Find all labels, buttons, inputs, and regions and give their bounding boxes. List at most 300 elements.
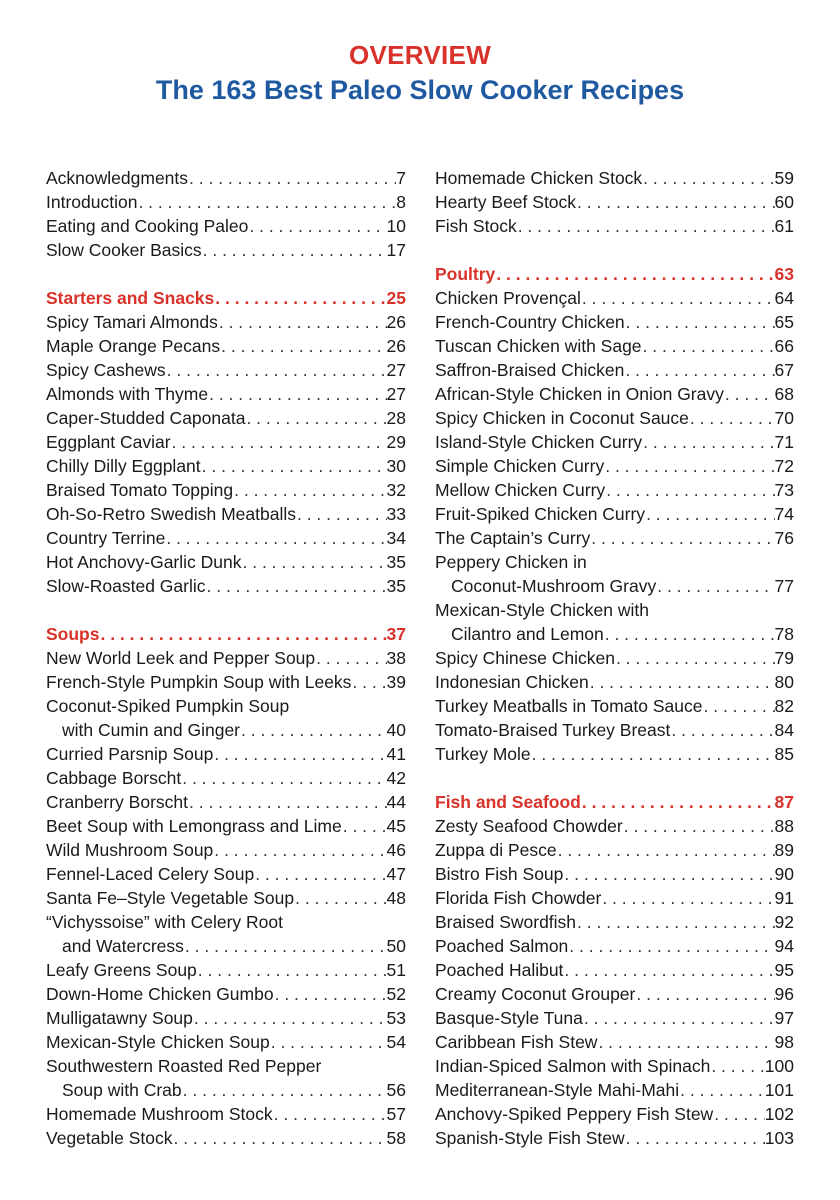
toc-entry (435, 1006, 794, 1030)
dot-leader (604, 622, 775, 646)
dot-leader (605, 478, 774, 502)
toc-entry (435, 982, 794, 1006)
dot-leader (182, 1078, 387, 1102)
entry-page-number: 61 (774, 216, 794, 236)
toc-entry (46, 382, 406, 406)
entry-title: Eating and Cooking Paleo (46, 216, 249, 236)
toc-entry (435, 814, 794, 838)
dot-leader (531, 742, 775, 766)
entry-page-number: 29 (386, 432, 406, 452)
dot-leader (689, 406, 775, 430)
dot-leader (188, 790, 387, 814)
entry-title: Hearty Beef Stock (435, 192, 577, 212)
toc-entry (435, 454, 794, 478)
entry-title: Saffron-Braised Chicken (435, 360, 625, 380)
entry-page-number: 30 (386, 456, 406, 476)
toc-entry (46, 526, 406, 550)
dot-leader (563, 862, 774, 886)
toc-entry (46, 886, 406, 910)
entry-page-number: 26 (386, 336, 406, 356)
entry-title: Soups (46, 624, 100, 644)
section-heading (46, 622, 406, 646)
entry-page-number: 94 (774, 936, 794, 956)
entry-title: Zuppa di Pesce (435, 840, 557, 860)
dot-leader (581, 286, 775, 310)
toc-entry (435, 622, 794, 646)
entry-title: Fennel-Laced Celery Soup (46, 864, 255, 884)
dot-leader (724, 382, 775, 406)
toc-entry (46, 982, 406, 1006)
entry-title: Chicken Provençal (435, 288, 581, 308)
entry-title: Creamy Coconut Grouper (435, 984, 636, 1004)
entry-page-number: 68 (774, 384, 794, 404)
entry-title: Mexican-Style Chicken Soup (46, 1032, 270, 1052)
entry-title: Florida Fish Chowder (435, 888, 602, 908)
toc-entry (46, 454, 406, 478)
dot-leader (240, 718, 387, 742)
entry-page-number: 89 (774, 840, 794, 860)
toc-entry (46, 766, 406, 790)
toc-entry (46, 358, 406, 382)
entry-title: Spicy Chinese Chicken (435, 648, 615, 668)
left-column (46, 166, 406, 1150)
toc-entry (435, 430, 794, 454)
entry-title: Mellow Chicken Curry (435, 480, 606, 500)
toc-entry (46, 670, 406, 694)
dot-leader (171, 430, 387, 454)
entry-title: Simple Chicken Curry (435, 456, 605, 476)
dot-leader (557, 838, 775, 862)
entry-page-number: 17 (386, 240, 406, 260)
right-column (435, 166, 794, 1150)
entry-title: French-Style Pumpkin Soup with Leeks (46, 672, 352, 692)
toc-entry (435, 1102, 794, 1126)
entry-page-number: 77 (774, 576, 794, 596)
entry-title-first-line: Mexican-Style Chicken with (435, 600, 649, 620)
entry-title: Soup with Crab (62, 1080, 182, 1100)
entry-title: Almonds with Thyme (46, 384, 209, 404)
overview-heading: OVERVIEW (348, 40, 492, 70)
entry-title: Vegetable Stock (46, 1128, 173, 1148)
dot-leader (197, 958, 387, 982)
entry-page-number: 52 (386, 984, 406, 1004)
entry-page-number: 8 (396, 192, 406, 212)
dot-leader (495, 262, 774, 286)
entry-title: Cabbage Borscht (46, 768, 182, 788)
entry-page-number: 87 (774, 792, 794, 812)
toc-entry (435, 382, 794, 406)
entry-page-number: 34 (386, 528, 406, 548)
entry-title: Turkey Meatballs in Tomato Sauce (435, 696, 703, 716)
entry-page-number: 26 (386, 312, 406, 332)
toc-entry (435, 742, 794, 766)
dot-leader (233, 478, 386, 502)
entry-page-number: 51 (386, 960, 406, 980)
toc-entry (435, 1126, 794, 1150)
toc-entry (46, 646, 406, 670)
dot-leader (351, 670, 386, 694)
toc-entry (435, 286, 794, 310)
dot-leader (623, 814, 775, 838)
toc-entry (46, 934, 406, 958)
entry-page-number: 66 (774, 336, 794, 356)
dot-leader (184, 934, 387, 958)
entry-title: Zesty Seafood Chowder (435, 816, 623, 836)
dot-leader (625, 1126, 765, 1150)
book-title: The 163 Best Paleo Slow Cooker Recipes (155, 75, 685, 105)
toc-entry (46, 814, 406, 838)
entry-page-number: 32 (386, 480, 406, 500)
entry-page-number: 35 (386, 552, 406, 572)
dot-leader (710, 1054, 764, 1078)
toc-entry (46, 838, 406, 862)
dot-leader (242, 550, 387, 574)
entry-title: Slow Cooker Basics (46, 240, 202, 260)
entry-title: Poached Halibut (435, 960, 564, 980)
entry-title: Turkey Mole (435, 744, 531, 764)
dot-leader (568, 934, 774, 958)
toc-entry (46, 406, 406, 430)
toc-entry (46, 742, 406, 766)
entry-title-first-line: Coconut-Spiked Pumpkin Soup (46, 696, 290, 716)
entry-page-number: 37 (386, 624, 406, 644)
toc-entry (46, 430, 406, 454)
entry-page-number: 27 (386, 360, 406, 380)
dot-leader (645, 502, 774, 526)
dot-leader (273, 1102, 387, 1126)
toc-entry (435, 190, 794, 214)
entry-page-number: 53 (386, 1008, 406, 1028)
entry-page-number: 84 (774, 720, 794, 740)
section-heading (435, 790, 794, 814)
toc-entry (46, 190, 406, 214)
dot-leader (188, 166, 396, 190)
dot-leader (563, 958, 774, 982)
entry-page-number: 103 (764, 1128, 794, 1148)
entry-title: Braised Swordfish (435, 912, 577, 932)
entry-title: Oh-So-Retro Swedish Meatballs (46, 504, 296, 524)
entry-title: Homemade Mushroom Stock (46, 1104, 273, 1124)
dot-leader (624, 358, 774, 382)
entry-title: Beet Soup with Lemongrass and Lime (46, 816, 342, 836)
fish-section (435, 790, 794, 1150)
entry-page-number: 70 (774, 408, 794, 428)
entry-page-number: 57 (386, 1104, 406, 1124)
entry-title: Caper-Studded Caponata (46, 408, 246, 428)
entry-page-number: 65 (774, 312, 794, 332)
soups-section (46, 622, 406, 1150)
dot-leader (213, 742, 386, 766)
entry-page-number: 102 (764, 1104, 794, 1124)
entry-title: Country Terrine (46, 528, 166, 548)
dot-leader (315, 646, 386, 670)
entry-page-number: 44 (386, 792, 406, 812)
entry-page-number: 96 (774, 984, 794, 1004)
entry-page-number: 80 (774, 672, 794, 692)
toc-entry (46, 1102, 406, 1126)
dot-leader (656, 574, 774, 598)
section-heading (435, 262, 794, 286)
dot-leader (597, 1030, 774, 1054)
entry-title: Spicy Tamari Almonds (46, 312, 218, 332)
dot-leader (202, 238, 387, 262)
entry-page-number: 97 (774, 1008, 794, 1028)
entry-page-number: 78 (774, 624, 794, 644)
dot-leader (342, 814, 387, 838)
dot-leader (703, 694, 775, 718)
entry-title: Indian-Spiced Salmon with Spinach (435, 1056, 711, 1076)
entry-title: Braised Tomato Topping (46, 480, 234, 500)
dot-leader (713, 1102, 765, 1126)
dot-leader (213, 838, 386, 862)
toc-entry (46, 718, 406, 742)
header (0, 40, 840, 107)
entry-title: Tomato-Braised Turkey Breast (435, 720, 671, 740)
dot-leader (294, 886, 386, 910)
toc-entry (435, 334, 794, 358)
entry-page-number: 72 (774, 456, 794, 476)
toc-entry (435, 478, 794, 502)
dot-leader (220, 334, 386, 358)
dot-leader (99, 622, 386, 646)
entry-title: Introduction (46, 192, 138, 212)
entry-page-number: 85 (774, 744, 794, 764)
toc-entry (46, 958, 406, 982)
dot-leader (165, 526, 386, 550)
entry-title: French-Country Chicken (435, 312, 625, 332)
toc-entry (46, 214, 406, 238)
dot-leader (670, 718, 774, 742)
entry-title: Island-Style Chicken Curry (435, 432, 643, 452)
entry-title: Starters and Snacks (46, 288, 215, 308)
starters-section (46, 286, 406, 598)
entry-title: Cranberry Borscht (46, 792, 188, 812)
entry-page-number: 91 (774, 888, 794, 908)
entry-page-number: 79 (774, 648, 794, 668)
dot-leader (589, 670, 775, 694)
entry-page-number: 101 (764, 1080, 794, 1100)
section-heading (46, 286, 406, 310)
entry-page-number: 10 (386, 216, 406, 236)
toc-entry (46, 166, 406, 190)
dot-leader (137, 190, 396, 214)
entry-title: Coconut-Mushroom Gravy (451, 576, 657, 596)
dot-leader (214, 286, 386, 310)
toc-entry (435, 646, 794, 670)
entry-title: Hot Anchovy-Garlic Dunk (46, 552, 242, 572)
dot-leader (642, 430, 774, 454)
entry-page-number: 39 (386, 672, 406, 692)
dot-leader (181, 766, 386, 790)
toc-entry (435, 1030, 794, 1054)
dot-leader (172, 1126, 386, 1150)
poultry-section (435, 262, 794, 766)
toc-entry (435, 502, 794, 526)
entry-page-number: 74 (774, 504, 794, 524)
toc-entry (435, 358, 794, 382)
dot-leader (581, 790, 775, 814)
entry-page-number: 25 (386, 288, 406, 308)
toc-entry (46, 550, 406, 574)
entry-title: Poultry (435, 264, 496, 284)
entry-title: Mediterranean-Style Mahi-Mahi (435, 1080, 680, 1100)
toc-entry (435, 214, 794, 238)
toc-entry (435, 910, 794, 934)
entry-title: Poached Salmon (435, 936, 569, 956)
entry-title: Fish and Seafood (435, 792, 581, 812)
entry-page-number: 58 (386, 1128, 406, 1148)
entry-title: Spicy Cashews (46, 360, 166, 380)
entry-title: Indonesian Chicken (435, 672, 589, 692)
entry-title: New World Leek and Pepper Soup (46, 648, 316, 668)
entry-title: Anchovy-Spiked Peppery Fish Stew (435, 1104, 714, 1124)
entry-title: Basque-Style Tuna (435, 1008, 583, 1028)
entry-page-number: 56 (386, 1080, 406, 1100)
toc-entry (435, 862, 794, 886)
toc-entry (435, 718, 794, 742)
entry-page-number: 50 (386, 936, 406, 956)
entry-page-number: 71 (774, 432, 794, 452)
toc-entry (46, 310, 406, 334)
entry-title: Maple Orange Pecans (46, 336, 221, 356)
dot-leader (604, 454, 774, 478)
entry-title: Homemade Chicken Stock (435, 168, 643, 188)
toc-entry (435, 166, 794, 190)
entry-page-number: 54 (386, 1032, 406, 1052)
entry-page-number: 28 (386, 408, 406, 428)
entry-title: and Watercress (62, 936, 184, 956)
entry-page-number: 82 (774, 696, 794, 716)
entry-title: Wild Mushroom Soup (46, 840, 214, 860)
entry-title: Leafy Greens Soup (46, 960, 197, 980)
entry-page-number: 33 (386, 504, 406, 524)
entry-page-number: 47 (386, 864, 406, 884)
entry-page-number: 35 (386, 576, 406, 596)
entry-page-number: 7 (396, 168, 406, 188)
entry-page-number: 98 (774, 1032, 794, 1052)
entry-title-first-line: Peppery Chicken in (435, 552, 587, 572)
entry-title: Caribbean Fish Stew (435, 1032, 598, 1052)
entry-page-number: 59 (774, 168, 794, 188)
entry-page-number: 90 (774, 864, 794, 884)
entry-title: Acknowledgments (46, 168, 189, 188)
toc-entry (46, 334, 406, 358)
dot-leader (615, 646, 775, 670)
dot-leader (642, 166, 774, 190)
dot-leader (296, 502, 387, 526)
toc-entry (46, 1078, 406, 1102)
toc-entry (435, 574, 794, 598)
toc-entry (46, 1030, 406, 1054)
dot-leader (601, 886, 774, 910)
dot-leader (248, 214, 386, 238)
entry-page-number: 64 (774, 288, 794, 308)
toc-entry (46, 478, 406, 502)
entry-page-number: 42 (386, 768, 406, 788)
dot-leader (517, 214, 775, 238)
entry-title: Bistro Fish Soup (435, 864, 564, 884)
entry-title: Cilantro and Lemon (451, 624, 604, 644)
toc-entry (435, 838, 794, 862)
entry-title: Slow-Roasted Garlic (46, 576, 206, 596)
toc-entry (435, 526, 794, 550)
dot-leader (583, 1006, 775, 1030)
entry-page-number: 73 (774, 480, 794, 500)
dot-leader (208, 382, 386, 406)
toc-entry (46, 502, 406, 526)
entry-title: African-Style Chicken in Onion Gravy (435, 384, 724, 404)
dot-leader (642, 334, 775, 358)
entry-page-number: 100 (764, 1056, 794, 1076)
toc-entry (46, 1006, 406, 1030)
dot-leader (590, 526, 774, 550)
entry-title: Fish Stock (435, 216, 517, 236)
dot-leader (576, 190, 774, 214)
entry-title: Eggplant Caviar (46, 432, 171, 452)
toc-entry (46, 862, 406, 886)
dot-leader (206, 574, 387, 598)
entry-page-number: 63 (774, 264, 794, 284)
entry-page-number: 60 (774, 192, 794, 212)
front-matter-list (46, 166, 406, 262)
stocks-list (435, 166, 794, 238)
toc-entry (435, 1078, 794, 1102)
dot-leader (274, 982, 387, 1006)
toc-entry (435, 406, 794, 430)
toc-entry (435, 694, 794, 718)
toc-entry (46, 238, 406, 262)
dot-leader (166, 358, 387, 382)
dot-leader (679, 1078, 765, 1102)
entry-page-number: 41 (386, 744, 406, 764)
entry-title: Santa Fe–Style Vegetable Soup (46, 888, 295, 908)
entry-title: with Cumin and Ginger (62, 720, 240, 740)
entry-page-number: 40 (386, 720, 406, 740)
toc-entry (46, 790, 406, 814)
dot-leader (193, 1006, 387, 1030)
entry-page-number: 95 (774, 960, 794, 980)
entry-title: Tuscan Chicken with Sage (435, 336, 642, 356)
entry-page-number: 45 (386, 816, 406, 836)
dot-leader (218, 310, 387, 334)
dot-leader (576, 910, 774, 934)
toc-entry (435, 1054, 794, 1078)
entry-title: Spanish-Style Fish Stew (435, 1128, 625, 1148)
entry-title: Down-Home Chicken Gumbo (46, 984, 274, 1004)
dot-leader (254, 862, 386, 886)
entry-title: Curried Parsnip Soup (46, 744, 214, 764)
toc-entry (435, 934, 794, 958)
toc-entry (46, 1126, 406, 1150)
toc-entry (435, 310, 794, 334)
dot-leader (635, 982, 774, 1006)
entry-title: The Captain’s Curry (435, 528, 591, 548)
dot-leader (245, 406, 386, 430)
entry-page-number: 46 (386, 840, 406, 860)
entry-page-number: 38 (386, 648, 406, 668)
toc-entry (46, 574, 406, 598)
toc-entry (435, 886, 794, 910)
dot-leader (625, 310, 775, 334)
entry-page-number: 67 (774, 360, 794, 380)
entry-page-number: 76 (774, 528, 794, 548)
entry-page-number: 88 (774, 816, 794, 836)
entry-title: Mulligatawny Soup (46, 1008, 193, 1028)
entry-page-number: 92 (774, 912, 794, 932)
toc-entry (435, 670, 794, 694)
entry-page-number: 48 (386, 888, 406, 908)
dot-leader (270, 1030, 387, 1054)
